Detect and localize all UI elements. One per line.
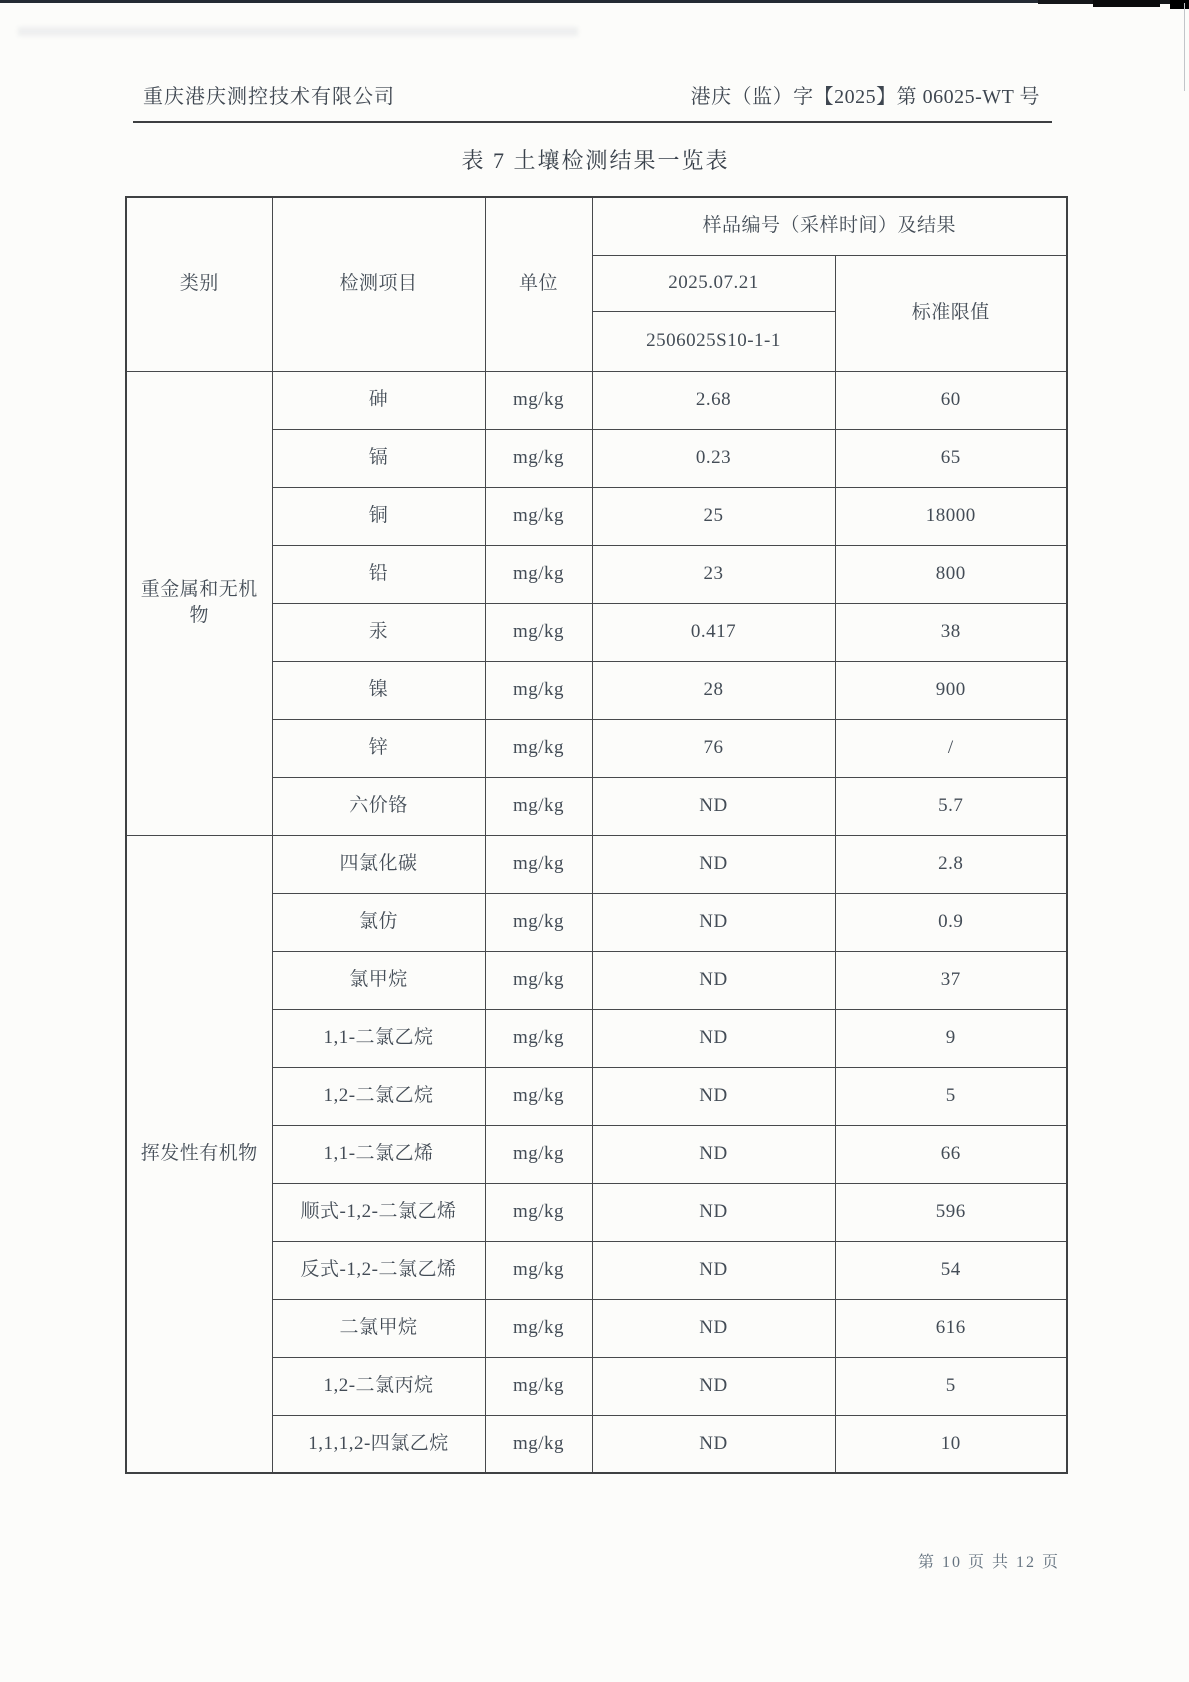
limit-cell: 37 xyxy=(835,951,1067,1009)
scan-artifact-top-line xyxy=(0,0,1189,3)
unit-cell: mg/kg xyxy=(485,1357,592,1415)
header-divider xyxy=(133,121,1052,123)
unit-cell: mg/kg xyxy=(485,777,592,835)
limit-cell: 900 xyxy=(835,661,1067,719)
item-cell: 砷 xyxy=(272,371,485,429)
result-cell: 76 xyxy=(592,719,835,777)
table-header xyxy=(126,197,1067,371)
limit-cell: 5 xyxy=(835,1357,1067,1415)
unit-cell: mg/kg xyxy=(485,951,592,1009)
unit-cell: mg/kg xyxy=(485,487,592,545)
limit-cell: 60 xyxy=(835,371,1067,429)
result-cell: 25 xyxy=(592,487,835,545)
results-tbody xyxy=(126,371,1067,1473)
result-cell: 0.417 xyxy=(592,603,835,661)
result-cell: ND xyxy=(592,1357,835,1415)
item-cell: 二氯甲烷 xyxy=(272,1299,485,1357)
item-cell: 1,1-二氯乙烯 xyxy=(272,1125,485,1183)
item-cell: 汞 xyxy=(272,603,485,661)
limit-cell: / xyxy=(835,719,1067,777)
unit-cell: mg/kg xyxy=(485,1183,592,1241)
limit-cell: 66 xyxy=(835,1125,1067,1183)
page-number: 第 10 页 共 12 页 xyxy=(917,1554,1060,1571)
unit-cell: mg/kg xyxy=(485,1415,592,1473)
limit-cell: 596 xyxy=(835,1183,1067,1241)
result-cell: 28 xyxy=(592,661,835,719)
item-cell: 1,2-二氯乙烷 xyxy=(272,1067,485,1125)
item-cell: 铜 xyxy=(272,487,485,545)
unit-cell: mg/kg xyxy=(485,835,592,893)
header-item: 检测项目 xyxy=(272,197,485,371)
scan-artifact-right-line xyxy=(1184,3,1185,91)
unit-cell: mg/kg xyxy=(485,545,592,603)
result-cell: 2.68 xyxy=(592,371,835,429)
unit-cell: mg/kg xyxy=(485,1067,592,1125)
result-cell: 23 xyxy=(592,545,835,603)
document-number: 港庆（监）字【2025】第 06025-WT 号 xyxy=(690,86,1040,108)
item-cell: 镍 xyxy=(272,661,485,719)
unit-cell: mg/kg xyxy=(485,1125,592,1183)
limit-cell: 65 xyxy=(835,429,1067,487)
result-cell: ND xyxy=(592,1415,835,1473)
header-sample-group: 样品编号（采样时间）及结果 xyxy=(592,197,1067,255)
unit-cell: mg/kg xyxy=(485,603,592,661)
unit-cell: mg/kg xyxy=(485,1009,592,1067)
item-cell: 铅 xyxy=(272,545,485,603)
item-cell: 氯仿 xyxy=(272,893,485,951)
result-cell: ND xyxy=(592,951,835,1009)
scan-artifact-smudge xyxy=(18,27,578,36)
item-cell: 六价铬 xyxy=(272,777,485,835)
limit-cell: 5 xyxy=(835,1067,1067,1125)
table-row xyxy=(126,371,1067,429)
limit-cell: 9 xyxy=(835,1009,1067,1067)
result-cell: ND xyxy=(592,1299,835,1357)
header-standard-limit: 标准限值 xyxy=(835,255,1067,371)
item-cell: 1,1-二氯乙烷 xyxy=(272,1009,485,1067)
limit-cell: 616 xyxy=(835,1299,1067,1357)
page-title: 表 7 土壤检测结果一览表 xyxy=(461,148,730,173)
unit-cell: mg/kg xyxy=(485,1241,592,1299)
item-cell: 1,2-二氯丙烷 xyxy=(272,1357,485,1415)
limit-cell: 38 xyxy=(835,603,1067,661)
result-cell: ND xyxy=(592,893,835,951)
table-row xyxy=(126,835,1067,893)
unit-cell: mg/kg xyxy=(485,429,592,487)
company-name: 重庆港庆测控技术有限公司 xyxy=(143,86,395,108)
result-cell: ND xyxy=(592,1009,835,1067)
limit-cell: 18000 xyxy=(835,487,1067,545)
limit-cell: 800 xyxy=(835,545,1067,603)
limit-cell: 10 xyxy=(835,1415,1067,1473)
item-cell: 顺式-1,2-二氯乙烯 xyxy=(272,1183,485,1241)
result-cell: ND xyxy=(592,835,835,893)
item-cell: 四氯化碳 xyxy=(272,835,485,893)
soil-results-table xyxy=(125,196,1068,1474)
item-cell: 反式-1,2-二氯乙烯 xyxy=(272,1241,485,1299)
header-sample-date: 2025.07.21 xyxy=(592,255,835,311)
unit-cell: mg/kg xyxy=(485,1299,592,1357)
unit-cell: mg/kg xyxy=(485,661,592,719)
result-cell: ND xyxy=(592,1067,835,1125)
scan-artifact-segment xyxy=(1170,0,1189,9)
item-cell: 氯甲烷 xyxy=(272,951,485,1009)
result-cell: ND xyxy=(592,1183,835,1241)
item-cell: 镉 xyxy=(272,429,485,487)
header-category: 类别 xyxy=(126,197,272,371)
limit-cell: 0.9 xyxy=(835,893,1067,951)
limit-cell: 54 xyxy=(835,1241,1067,1299)
scan-artifact-segment xyxy=(1093,0,1160,7)
item-cell: 1,1,1,2-四氯乙烷 xyxy=(272,1415,485,1473)
header-sample-id: 2506025S10-1-1 xyxy=(592,311,835,371)
unit-cell: mg/kg xyxy=(485,371,592,429)
limit-cell: 5.7 xyxy=(835,777,1067,835)
result-cell: ND xyxy=(592,1241,835,1299)
limit-cell: 2.8 xyxy=(835,835,1067,893)
header-row xyxy=(126,197,1067,255)
result-cell: ND xyxy=(592,777,835,835)
category-cell: 重金属和无机物 xyxy=(126,371,272,835)
category-cell: 挥发性有机物 xyxy=(126,835,272,1473)
result-cell: ND xyxy=(592,1125,835,1183)
item-cell: 锌 xyxy=(272,719,485,777)
header-unit: 单位 xyxy=(485,197,592,371)
unit-cell: mg/kg xyxy=(485,893,592,951)
unit-cell: mg/kg xyxy=(485,719,592,777)
result-cell: 0.23 xyxy=(592,429,835,487)
